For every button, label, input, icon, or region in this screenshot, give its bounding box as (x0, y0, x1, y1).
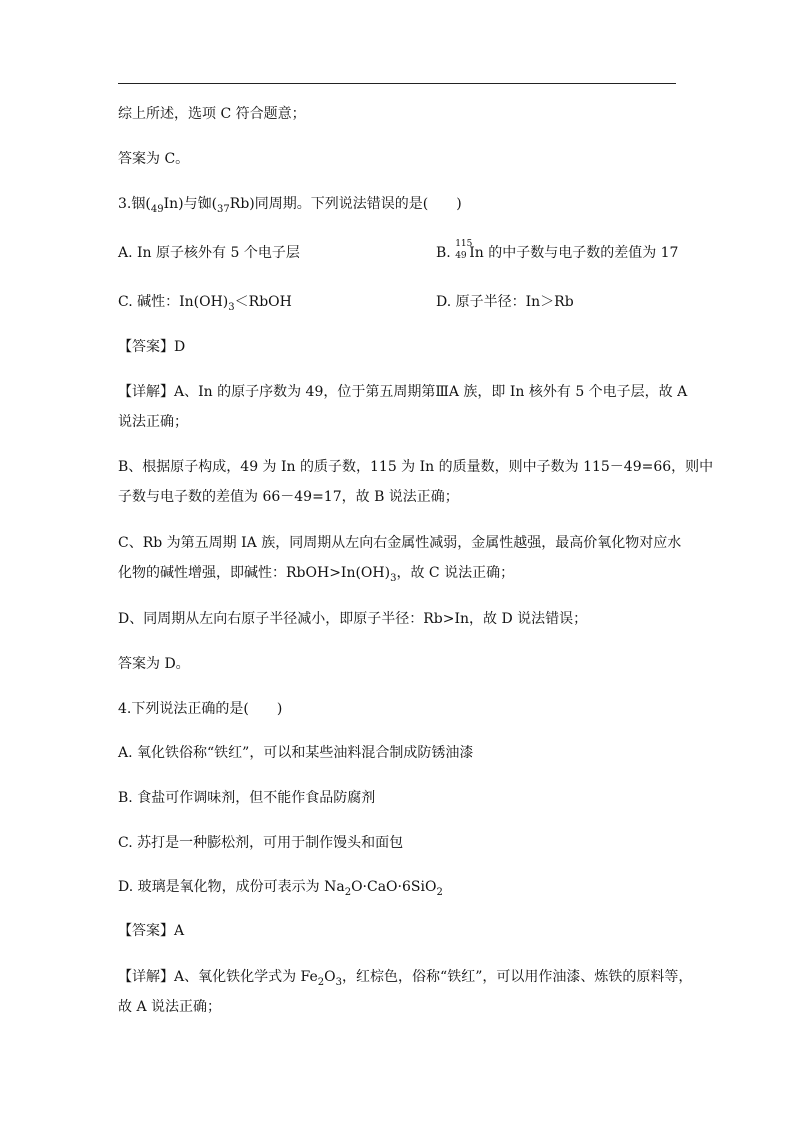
q3-explanation-d: D、同周期从左向右原子半径减小，即原子半径：Rb>In，故 D 说法错误； (118, 611, 588, 627)
answer-line: 答案为 C。 (118, 151, 190, 167)
q4-explanation-a-2: 故 A 说法正确； (118, 999, 222, 1015)
q4-answer: 【答案】A (118, 923, 185, 939)
q4-option-d: D. 玻璃是氧化物，成份可表示为 $Na_2O\cdot CaO\cdot 6SiO_2$ (118, 879, 443, 898)
q3-answer: 【答案】D (118, 339, 186, 355)
q3-option-b: B. 115 49 In 的中子数与电子数的差值为 17 (436, 239, 679, 261)
q3-option-c: C. 碱性：$In(OH)_3<RbOH$ (118, 294, 292, 313)
q3-explanation-a-1: 【详解】A、In 的原子序数为 49，位于第五周期第ⅢA 族，即 In 核外有 5 个电子层，故 A (118, 384, 688, 400)
q4-stem: 4.下列说法正确的是( ) (118, 701, 283, 717)
q4-option-b: B. 食盐可作调味剂，但不能作食品防腐剂 (118, 790, 376, 806)
q3-final-answer: 答案为 D。 (118, 656, 190, 672)
summary-line: 综上所述，选项 C 符合题意； (118, 106, 306, 122)
q4-explanation-a-1: 【详解】A、氧化铁化学式为 $Fe_2O_3$，红棕色，俗称“铁红”，可以用作油漆、炼铁的原料等， (118, 969, 693, 988)
q3-explanation-c-2: 化物的碱性增强，即碱性：$RbOH>In(OH)_3$，故 C 说法正确； (118, 565, 515, 584)
q3-explanation-c-1: C、Rb 为第五周期 IA 族，同周期从左向右金属性减弱，金属性越强，最高价氧化物对应水 (118, 535, 682, 551)
q3-explanation-b-2: 子数与电子数的差值为 66－49=17，故 B 说法正确； (118, 489, 459, 505)
q3-option-d: D. 原子半径：In＞Rb (436, 294, 574, 310)
q4-option-c: C. 苏打是一种膨松剂，可用于制作馒头和面包 (118, 835, 404, 851)
header-rule (118, 83, 676, 84)
q3-explanation-a-2: 说法正确； (118, 414, 188, 430)
q3-explanation-b-1: B、根据原子构成，49 为 In 的质子数，115 为 In 的质量数，则中子数为 115－49=66，则中 (118, 459, 714, 475)
q3-option-a: A. In 原子核外有 5 个电子层 (118, 245, 300, 261)
nuclide-notation: 115 49 (455, 239, 473, 261)
q3-stem: 3.铟$(_{49}In)$与铷$(_{37}Rb)$同周期。下列说法错误的是( ) (118, 196, 462, 215)
q4-option-a: A. 氧化铁俗称“铁红”，可以和某些油料混合制成防锈油漆 (118, 745, 474, 761)
